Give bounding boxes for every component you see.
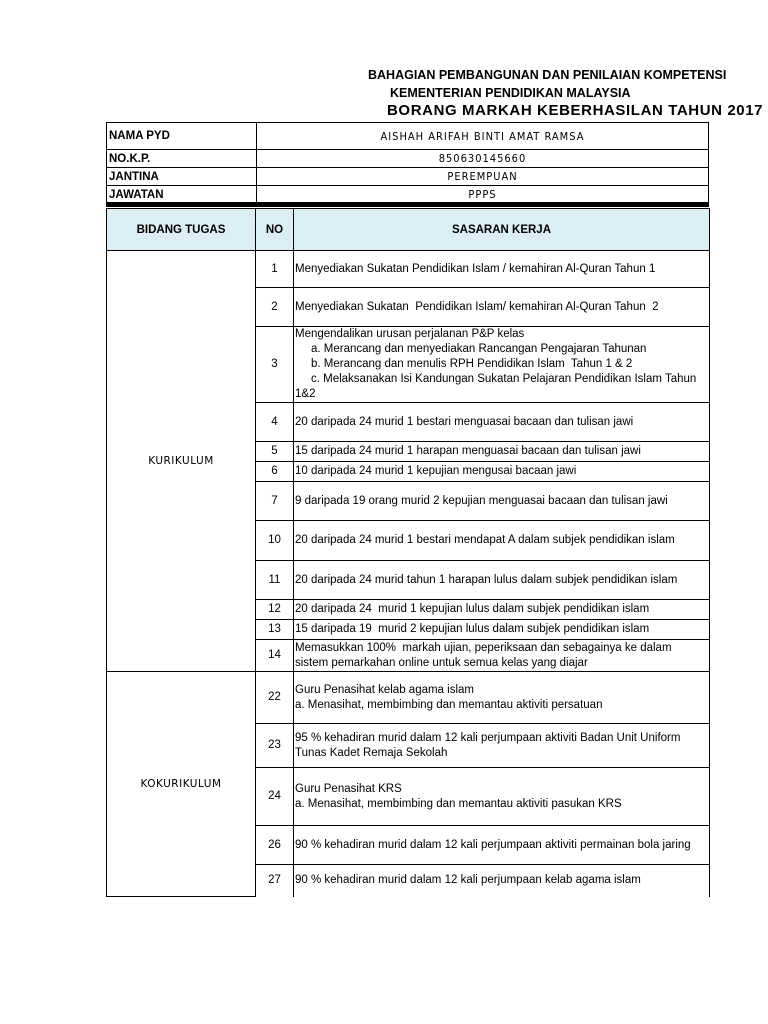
info-table [106,122,709,204]
sasaran-kerja-text: Menyediakan Sukatan Pendidikan Islam/ kemahiran Al-Quran Tahun 2 [295,300,659,313]
info-value-nokp: 850630145660 [257,150,709,168]
info-value-nama: AISHAH ARIFAH BINTI AMAT RAMSA [257,123,709,150]
row-number: 13 [256,620,294,640]
bidang-tugas-cell: KOKURIKULUM [107,672,256,897]
table-header-row [107,209,710,251]
row-number: 23 [256,724,294,768]
header-bidang-tugas: BIDANG TUGAS [107,209,256,251]
row-number: 11 [256,561,294,600]
sasaran-kerja-cell [294,521,710,561]
sasaran-kerja-text: 20 daripada 24 murid 1 kepujian lulus dalam subjek pendidikan islam [295,603,650,615]
sasaran-kerja-text: Mengendalikan urusan perjalanan P&P kelas a. Merancang dan menyediakan Rancangan Pengajaran Tahunan b. Merancang dan menulis RPH Pendidikan Islam Tahun 1 & 2 c. Melaksanakan Isi Kandungan Sukatan Pelajaran Pendidikan Islam Tahun 1&2 [295,328,697,400]
row-number: 12 [256,600,294,620]
sasaran-kerja-text: Menyediakan Sukatan Pendidikan Islam / kemahiran Al-Quran Tahun 1 [295,262,656,275]
sasaran-kerja-cell [294,327,710,403]
table-row [107,672,710,724]
info-value-jantina: PEREMPUAN [257,168,709,186]
sasaran-kerja-text: 20 daripada 24 murid tahun 1 harapan lulus dalam subjek pendidikan islam [295,573,678,586]
sasaran-kerja-text: Memasukkan 100% markah ujian, peperiksaan dan sebagainya ke dalam sistem pemarkahan online untuk semua kelas yang diajar [295,641,672,669]
sasaran-kerja-cell [294,865,710,897]
sasaran-kerja-text: 90 % kehadiran murid dalam 12 kali perjumpaan aktiviti permainan bola jaring [295,838,691,851]
sasaran-kerja-cell [294,724,710,768]
row-number: 6 [256,462,294,482]
row-number: 24 [256,768,294,826]
table-row [107,251,710,288]
sasaran-kerja-text: 95 % kehadiran murid dalam 12 kali perjumpaan aktiviti Badan Unit Uniform Tunas Kadet Remaja Sekolah [295,731,681,759]
sasaran-kerja-text: 15 daripada 19 murid 2 kepujian lulus dalam subjek pendidikan islam [295,623,650,635]
info-row-jantina [107,168,709,186]
row-number: 2 [256,288,294,327]
sasaran-table [106,208,710,897]
sasaran-kerja-text: 90 % kehadiran murid dalam 12 kali perjumpaan kelab agama islam [295,874,641,887]
info-label-nokp: NO.K.P. [107,150,257,168]
section-divider [106,202,709,207]
form-title: BORANG MARKAH KEBERHASILAN TAHUN 2017 [387,102,764,119]
info-row-nokp [107,150,709,168]
sasaran-kerja-cell [294,462,710,482]
header-line-2: KEMENTERIAN PENDIDIKAN MALAYSIA [390,86,631,100]
sasaran-kerja-cell [294,251,710,288]
bidang-tugas-cell: KURIKULUM [107,251,256,672]
sasaran-kerja-text: 10 daripada 24 murid 1 kepujian mengusai bacaan jawi [295,465,577,477]
sasaran-kerja-text: Guru Penasihat kelab agama islam a. Menasihat, membimbing dan memantau aktiviti persatuan [295,683,603,711]
sasaran-kerja-cell [294,826,710,865]
info-row-jawatan [107,186,709,204]
header-sasaran-kerja: SASARAN KERJA [294,209,710,251]
sasaran-kerja-cell [294,640,710,672]
row-number: 4 [256,403,294,442]
info-row-nama [107,123,709,150]
info-value-jawatan: PPPS [257,186,709,204]
sasaran-kerja-text: 20 daripada 24 murid 1 bestari mendapat A dalam subjek pendidikan islam [295,534,675,546]
info-label-jantina: JANTINA [107,168,257,186]
sasaran-kerja-text: 15 daripada 24 murid 1 harapan menguasai bacaan dan tulisan jawi [295,445,641,457]
sasaran-kerja-cell [294,403,710,442]
sasaran-kerja-cell [294,768,710,826]
row-number: 26 [256,826,294,865]
sasaran-kerja-cell [294,442,710,462]
header-line-1: BAHAGIAN PEMBANGUNAN DAN PENILAIAN KOMPETENSI [368,68,727,82]
sasaran-kerja-cell [294,620,710,640]
sasaran-kerja-cell [294,482,710,521]
sasaran-kerja-text: 9 daripada 19 orang murid 2 kepujian menguasai bacaan dan tulisan jawi [295,494,668,507]
row-number: 10 [256,521,294,561]
row-number: 3 [256,327,294,403]
sasaran-kerja-text: Guru Penasihat KRS a. Menasihat, membimbing dan memantau aktiviti pasukan KRS [295,782,622,810]
sasaran-kerja-cell [294,288,710,327]
sasaran-kerja-cell [294,561,710,600]
row-number: 5 [256,442,294,462]
sasaran-kerja-cell [294,600,710,620]
sasaran-kerja-cell [294,672,710,724]
info-label-nama: NAMA PYD [107,123,257,150]
row-number: 1 [256,251,294,288]
row-number: 7 [256,482,294,521]
header-no: NO [256,209,294,251]
info-label-jawatan: JAWATAN [107,186,257,204]
sasaran-kerja-text: 20 daripada 24 murid 1 bestari menguasai bacaan dan tulisan jawi [295,415,634,428]
row-number: 14 [256,640,294,672]
row-number: 22 [256,672,294,724]
row-number: 27 [256,865,294,897]
